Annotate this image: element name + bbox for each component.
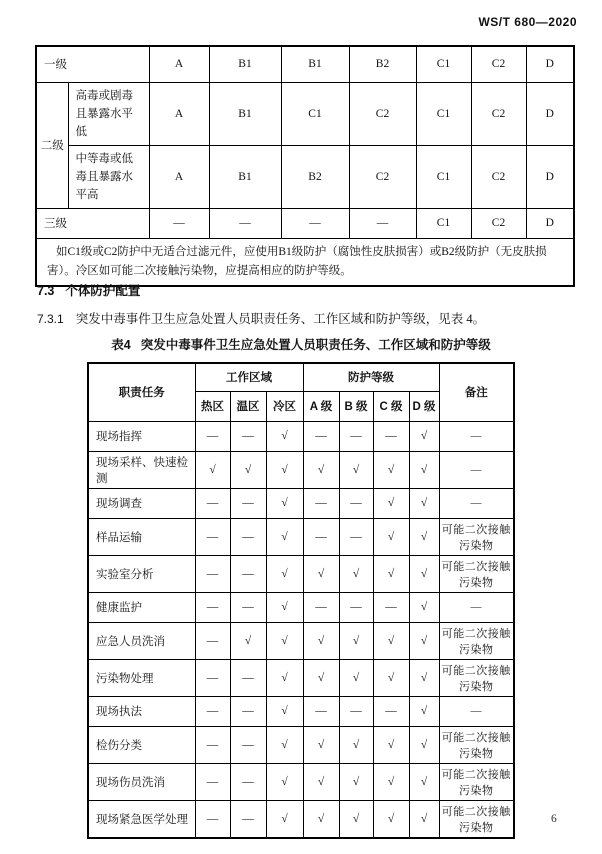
cell: C2 — [471, 145, 526, 208]
table-row — [36, 46, 574, 82]
cell: — — [209, 208, 281, 238]
level-d-cell: √ — [409, 800, 439, 838]
level-1-label: 一级 — [36, 46, 149, 82]
task-cell: 应急人员洗消 — [88, 622, 195, 659]
cell: B1 — [209, 82, 281, 145]
level-d-cell: √ — [409, 518, 439, 555]
remark-cell: 可能二次接触污染物 — [439, 555, 514, 592]
level-b-cell: √ — [339, 622, 373, 659]
table-note-row — [36, 238, 574, 286]
page-number: 6 — [551, 813, 557, 825]
cell: — — [349, 208, 416, 238]
table4-row — [88, 451, 514, 488]
cell: C2 — [471, 82, 526, 145]
cell: C1 — [416, 208, 471, 238]
level-a-cell: √ — [303, 659, 339, 696]
level-a-cell: √ — [303, 726, 339, 763]
zone-warm-cell: √ — [230, 451, 266, 488]
zone-warm-cell: — — [230, 763, 266, 800]
cell: A — [149, 145, 209, 208]
zone-warm-cell: — — [230, 421, 266, 451]
remark-cell: — — [439, 451, 514, 488]
level-a-cell: — — [303, 518, 339, 555]
level-d-cell: √ — [409, 696, 439, 726]
table4-caption-title: 突发中毒事件卫生应急处置人员职责任务、工作区域和防护等级 — [140, 338, 491, 352]
level-a-cell: √ — [303, 555, 339, 592]
level-b-cell: — — [339, 518, 373, 555]
zone-cold-cell: √ — [266, 622, 303, 659]
zone-hot-cell: — — [195, 696, 230, 726]
task-cell: 现场紧急医学处理 — [88, 800, 195, 838]
remark-cell: — — [439, 488, 514, 518]
task-cell: 污染物处理 — [88, 659, 195, 696]
cell: C2 — [349, 82, 416, 145]
cell: B1 — [209, 145, 281, 208]
clause-text: 突发中毒事件卫生应急处置人员职责任务、工作区域和防护等级，见表 4。 — [75, 312, 486, 326]
zone-warm-cell: √ — [230, 622, 266, 659]
remark-cell: — — [439, 592, 514, 622]
zone-warm-cell: — — [230, 592, 266, 622]
cell: D — [526, 208, 574, 238]
duty-protection-table — [87, 362, 515, 839]
zone-hot-cell: — — [195, 555, 230, 592]
level-3-label: 三级 — [36, 208, 149, 238]
level-d-cell: √ — [409, 763, 439, 800]
remark-cell: — — [439, 421, 514, 451]
zone-warm-cell: — — [230, 696, 266, 726]
zone-warm-cell: — — [230, 488, 266, 518]
level-a-cell: — — [303, 488, 339, 518]
level-c-cell: √ — [373, 555, 409, 592]
level-d-cell: √ — [409, 622, 439, 659]
col-group-work-zone: 工作区域 — [195, 363, 303, 391]
table4-row — [88, 696, 514, 726]
zone-hot-cell: — — [195, 800, 230, 838]
table4-header-row-1 — [88, 363, 514, 391]
level-b-cell: — — [339, 488, 373, 518]
task-cell: 样品运输 — [88, 518, 195, 555]
task-cell: 健康监护 — [88, 592, 195, 622]
level-b-cell: √ — [339, 763, 373, 800]
doc-number-header: WS/T 680—2020 — [478, 15, 577, 29]
toxicity-sublabel: 高毒或剧毒且暴露水平低 — [68, 82, 149, 145]
toxicity-sublabel: 中等毒或低毒且暴露水平高 — [68, 145, 149, 208]
level-c-cell: √ — [373, 622, 409, 659]
level-c-cell: √ — [373, 659, 409, 696]
level-b-cell: — — [339, 592, 373, 622]
table4-row — [88, 800, 514, 838]
task-cell: 现场指挥 — [88, 421, 195, 451]
zone-hot-cell: √ — [195, 451, 230, 488]
zone-warm-cell: — — [230, 555, 266, 592]
level-d-cell: √ — [409, 592, 439, 622]
task-cell: 实验室分析 — [88, 555, 195, 592]
remark-cell: — — [439, 696, 514, 726]
section-number: 7.3 — [37, 284, 55, 298]
level-a-cell: √ — [303, 800, 339, 838]
zone-hot-cell: — — [195, 622, 230, 659]
cell: B2 — [349, 46, 416, 82]
zone-hot-cell: — — [195, 488, 230, 518]
level-c-cell: — — [373, 421, 409, 451]
protection-level-table — [35, 45, 575, 287]
level-d-cell: √ — [409, 421, 439, 451]
zone-hot-cell: — — [195, 592, 230, 622]
remark-cell: 可能二次接触污染物 — [439, 763, 514, 800]
zone-cold-cell: √ — [266, 518, 303, 555]
remark-cell: 可能二次接触污染物 — [439, 518, 514, 555]
cell: C1 — [416, 46, 471, 82]
level-a-cell: √ — [303, 763, 339, 800]
zone-warm-cell: — — [230, 800, 266, 838]
level-c-cell: √ — [373, 763, 409, 800]
table4-row — [88, 763, 514, 800]
cell: C1 — [281, 82, 349, 145]
task-cell: 现场伤员洗消 — [88, 763, 195, 800]
zone-cold-cell: √ — [266, 451, 303, 488]
task-cell: 现场采样、快速检测 — [88, 451, 195, 488]
level-c-cell: √ — [373, 518, 409, 555]
level-a-cell: — — [303, 696, 339, 726]
zone-cold-cell: √ — [266, 555, 303, 592]
col-header-level-a: A 级 — [303, 391, 339, 421]
cell: B2 — [281, 145, 349, 208]
table4-row — [88, 592, 514, 622]
level-d-cell: √ — [409, 726, 439, 763]
col-group-protection-level: 防护等级 — [303, 363, 439, 391]
level-c-cell: √ — [373, 451, 409, 488]
cell: — — [281, 208, 349, 238]
cell: A — [149, 82, 209, 145]
zone-hot-cell: — — [195, 763, 230, 800]
table4-row — [88, 518, 514, 555]
clause-number: 7.3.1 — [37, 312, 64, 326]
remark-cell: 可能二次接触污染物 — [439, 726, 514, 763]
level-a-cell: — — [303, 421, 339, 451]
cell: C1 — [416, 145, 471, 208]
col-header-task: 职责任务 — [88, 363, 195, 421]
level-d-cell: √ — [409, 659, 439, 696]
level-2-label: 二级 — [36, 82, 68, 208]
zone-cold-cell: √ — [266, 800, 303, 838]
level-b-cell: √ — [339, 726, 373, 763]
table4-row — [88, 488, 514, 518]
table4-row — [88, 421, 514, 451]
table4-row — [88, 555, 514, 592]
zone-hot-cell: — — [195, 659, 230, 696]
zone-cold-cell: √ — [266, 696, 303, 726]
cell: C2 — [471, 208, 526, 238]
task-cell: 检伤分类 — [88, 726, 195, 763]
level-c-cell: √ — [373, 800, 409, 838]
level-a-cell: √ — [303, 451, 339, 488]
cell: A — [149, 46, 209, 82]
table-row — [36, 145, 574, 208]
zone-cold-cell: √ — [266, 488, 303, 518]
table4-row — [88, 622, 514, 659]
zone-warm-cell: — — [230, 659, 266, 696]
section-heading — [37, 281, 140, 299]
level-c-cell: √ — [373, 726, 409, 763]
table-row — [36, 208, 574, 238]
col-header-level-d: D 级 — [409, 391, 439, 421]
zone-cold-cell: √ — [266, 592, 303, 622]
task-cell: 现场调查 — [88, 488, 195, 518]
table-row — [36, 82, 574, 145]
level-b-cell: √ — [339, 800, 373, 838]
col-header-hot-zone: 热区 — [195, 391, 230, 421]
col-header-warm-zone: 温区 — [230, 391, 266, 421]
table4-row — [88, 659, 514, 696]
zone-cold-cell: √ — [266, 726, 303, 763]
cell: D — [526, 145, 574, 208]
zone-hot-cell: — — [195, 421, 230, 451]
remark-cell: 可能二次接触污染物 — [439, 622, 514, 659]
level-a-cell: — — [303, 592, 339, 622]
level-a-cell: √ — [303, 622, 339, 659]
table4-row — [88, 726, 514, 763]
zone-hot-cell: — — [195, 726, 230, 763]
cell: C1 — [416, 82, 471, 145]
table-note: 如C1级或C2防护中无适合过滤元件，应使用B1级防护（腐蚀性皮肤损害）或B2级防护（无皮肤损害）。冷区如可能二次接触污染物，应提高相应的防护等级。 — [36, 238, 574, 286]
level-b-cell: √ — [339, 451, 373, 488]
task-cell: 现场执法 — [88, 696, 195, 726]
zone-warm-cell: — — [230, 518, 266, 555]
zone-cold-cell: √ — [266, 763, 303, 800]
cell: D — [526, 46, 574, 82]
cell: D — [526, 82, 574, 145]
zone-hot-cell: — — [195, 518, 230, 555]
col-header-remark: 备注 — [439, 363, 514, 421]
level-b-cell: √ — [339, 555, 373, 592]
level-c-cell: — — [373, 592, 409, 622]
col-header-level-b: B 级 — [339, 391, 373, 421]
level-b-cell: — — [339, 421, 373, 451]
cell: — — [149, 208, 209, 238]
col-header-cold-zone: 冷区 — [266, 391, 303, 421]
level-b-cell: √ — [339, 659, 373, 696]
cell: B1 — [281, 46, 349, 82]
level-d-cell: √ — [409, 488, 439, 518]
level-d-cell: √ — [409, 555, 439, 592]
cell: B1 — [209, 46, 281, 82]
section-title: 个体防护配置 — [65, 284, 141, 298]
remark-cell: 可能二次接触污染物 — [439, 800, 514, 838]
remark-cell: 可能二次接触污染物 — [439, 659, 514, 696]
clause-paragraph — [37, 309, 485, 327]
zone-cold-cell: √ — [266, 659, 303, 696]
cell: C2 — [471, 46, 526, 82]
level-d-cell: √ — [409, 451, 439, 488]
level-b-cell: — — [339, 696, 373, 726]
zone-cold-cell: √ — [266, 421, 303, 451]
zone-warm-cell: — — [230, 726, 266, 763]
level-c-cell: √ — [373, 488, 409, 518]
table4-caption — [0, 335, 602, 353]
cell: C2 — [349, 145, 416, 208]
col-header-level-c: C 级 — [373, 391, 409, 421]
table4-caption-label: 表4 — [111, 338, 131, 352]
level-c-cell: — — [373, 696, 409, 726]
